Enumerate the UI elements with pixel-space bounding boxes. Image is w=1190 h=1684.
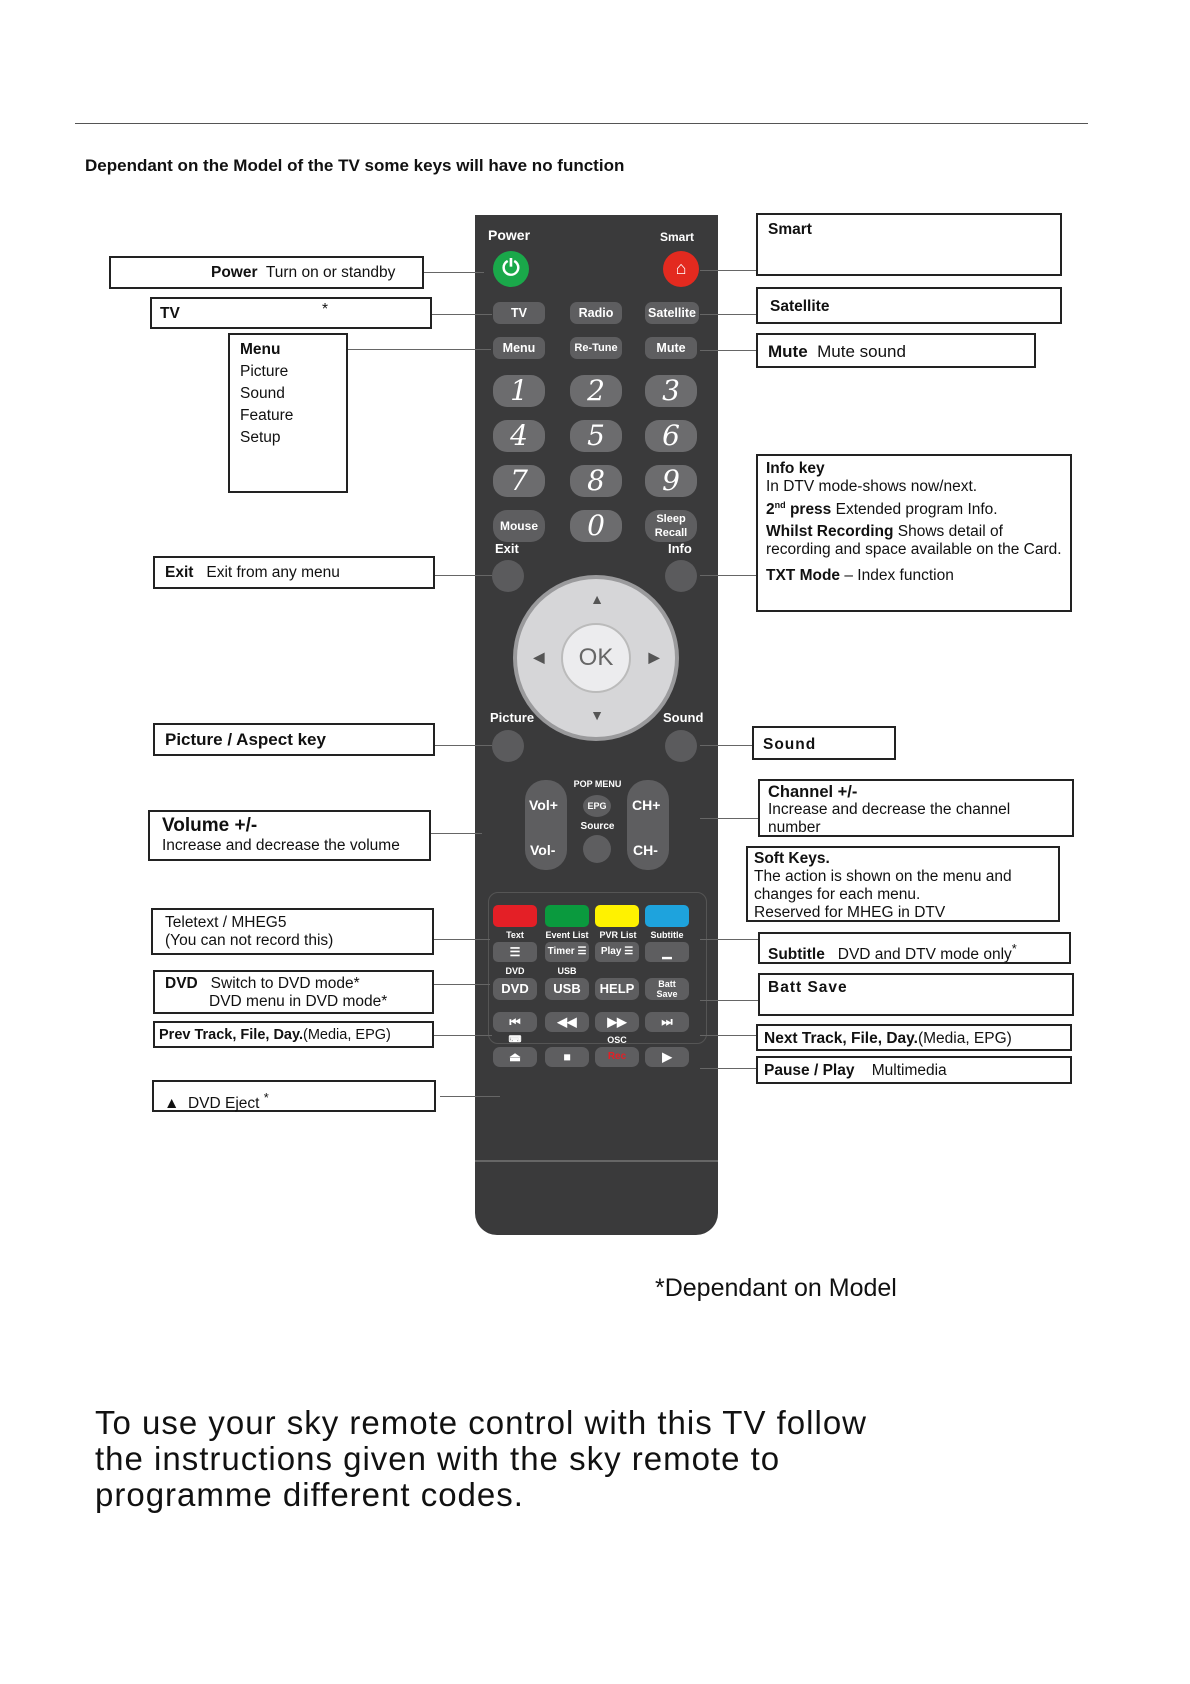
info-line1: In DTV mode-shows now/next. <box>766 478 978 495</box>
subtitle-desc: DVD and DTV mode only <box>837 946 1012 964</box>
leader-line <box>348 349 491 350</box>
exit-button[interactable] <box>492 560 524 592</box>
info-label-box <box>756 454 1072 612</box>
exit-title: Exit <box>165 564 194 581</box>
mouse-button[interactable]: Mouse <box>493 510 545 542</box>
power-title: Power <box>211 264 258 281</box>
dvd-line2: DVD menu in DVD mode* <box>209 993 388 1010</box>
next-desc: (Media, EPG) <box>917 1030 1012 1047</box>
soft-line2: Reserved for MHEG in DTV <box>754 904 946 921</box>
next-title: Next Track, File, Day. <box>764 1030 918 1047</box>
channel-desc: Increase and decrease the channel number <box>768 801 1011 836</box>
power-desc: Turn on or standby <box>265 264 396 281</box>
text-lines-icon: ☰ <box>509 945 521 959</box>
event-list-label: Event List <box>545 930 589 940</box>
leader-line <box>434 575 492 576</box>
home-icon: ⌂ <box>675 258 687 278</box>
pause-play-button[interactable] <box>645 1047 689 1067</box>
info-press: press <box>789 501 832 519</box>
num-7-button[interactable]: 7 <box>493 465 545 497</box>
leader-line <box>700 939 758 940</box>
subtitle-label: Subtitle <box>650 930 684 940</box>
remote-control <box>475 215 718 1235</box>
menu-label-box <box>228 333 348 493</box>
info-line3: Shows detail of recording and space available on the Card. <box>766 523 1062 559</box>
menu-item-feature: Feature <box>240 407 294 424</box>
subtitle-star: * <box>1011 941 1017 956</box>
leader-line <box>432 984 490 985</box>
mute-label-box <box>756 333 1036 368</box>
sound-label: Sound <box>663 710 704 725</box>
leader-line <box>430 833 482 834</box>
text-label: Text <box>506 930 524 940</box>
pause-desc: Multimedia <box>871 1062 947 1079</box>
tv-label-box <box>150 297 432 329</box>
tv-star: * <box>322 301 329 318</box>
sound-title: Sound <box>763 736 817 753</box>
power-label: Power <box>488 227 531 243</box>
num-8-button[interactable]: 8 <box>570 465 622 497</box>
num-5-button[interactable]: 5 <box>570 420 622 452</box>
usb-button[interactable]: USB <box>545 978 589 1000</box>
satellite-label-box <box>756 287 1062 324</box>
top-rule <box>75 123 1088 124</box>
leader-line <box>432 314 492 315</box>
batt-save-label-box <box>758 973 1074 1016</box>
smart-title: Smart <box>768 221 812 238</box>
yellow-button[interactable] <box>595 905 639 927</box>
help-button[interactable]: HELP <box>595 978 639 1000</box>
eject-label-box <box>152 1080 436 1112</box>
leader-line <box>434 1035 492 1036</box>
picture-button[interactable] <box>492 730 524 762</box>
leader-line <box>440 1096 500 1097</box>
menu-title: Menu <box>240 341 281 358</box>
smart-button[interactable] <box>663 251 699 287</box>
num-4-button[interactable]: 4 <box>493 420 545 452</box>
remote-divider <box>475 1160 718 1162</box>
exit-desc: Exit from any menu <box>206 564 340 581</box>
pop-menu-label: POP MENU <box>573 779 622 789</box>
teletext-label-box <box>151 908 434 955</box>
leader-line <box>700 270 758 271</box>
subtitle-label-box <box>758 932 1071 964</box>
leader-line <box>700 1000 758 1001</box>
leader-line <box>700 745 758 746</box>
menu-button[interactable]: Menu <box>493 337 545 359</box>
info-whilst: Whilst Recording <box>766 523 894 541</box>
vol-up-button[interactable]: Vol+ <box>529 797 558 813</box>
page-header: Dependant on the Model of the TV some keys will have no function <box>85 156 625 175</box>
list-icon: ☰ <box>624 946 634 957</box>
list-icon: ☰ <box>577 946 587 957</box>
tv-title: TV <box>160 305 180 322</box>
mute-title: Mute <box>768 342 808 361</box>
usb-small-label: USB <box>557 966 577 976</box>
eject-desc: DVD Eject <box>187 1095 260 1113</box>
recall-label: Recall <box>654 527 688 539</box>
num-0-button[interactable]: 0 <box>570 510 622 542</box>
mute-desc: Mute sound <box>817 342 906 361</box>
eject-icon: ▲ <box>164 1095 180 1113</box>
prev-track-button[interactable] <box>493 1012 537 1032</box>
ch-down-button[interactable]: CH- <box>633 842 658 858</box>
up-arrow-icon[interactable]: ▲ <box>590 591 604 607</box>
leader-line <box>700 350 758 351</box>
num-3-button[interactable]: 3 <box>645 375 697 407</box>
picture-label: Picture <box>490 710 535 725</box>
timer-button[interactable] <box>545 942 589 962</box>
underline-icon: ▁ <box>662 945 672 959</box>
green-button[interactable] <box>545 905 589 927</box>
satellite-title: Satellite <box>770 298 830 315</box>
eject-icon: ⏏ <box>509 1050 521 1064</box>
channel-title: Channel +/- <box>768 783 858 801</box>
fast-forward-icon: ▶▶ <box>607 1015 627 1029</box>
soft-keys-label-box <box>746 846 1060 922</box>
info-line4: – Index function <box>844 567 954 585</box>
prev-desc: (Media, EPG) <box>303 1027 391 1043</box>
soft-title: Soft Keys. <box>754 850 830 867</box>
prev-track-label-box <box>153 1021 434 1048</box>
next-track-button[interactable] <box>645 1012 689 1032</box>
dvd-line1: Switch to DVD mode* <box>210 975 360 992</box>
leader-line <box>700 1035 758 1036</box>
eject-button[interactable] <box>493 1047 537 1067</box>
num-2-button[interactable]: 2 <box>570 375 622 407</box>
rewind-icon: ◀◀ <box>557 1015 577 1029</box>
leader-line <box>700 818 760 819</box>
ch-up-button[interactable]: CH+ <box>632 797 661 813</box>
timer-label: Timer <box>547 946 575 957</box>
volume-label-box <box>148 810 431 861</box>
volume-desc: Increase and decrease the volume <box>162 837 400 854</box>
num-9-button[interactable]: 9 <box>645 465 697 497</box>
power-button[interactable] <box>493 251 529 287</box>
batt-save-button[interactable] <box>645 978 689 1000</box>
power-label-box <box>109 256 424 289</box>
info-2: 2 <box>766 501 775 519</box>
play-label: Play <box>600 946 622 957</box>
picture-label-box <box>153 723 435 756</box>
dvd-title: DVD <box>165 975 198 992</box>
leader-line <box>434 745 492 746</box>
info-txt: TXT Mode <box>766 567 841 585</box>
rec-button[interactable]: Rec <box>595 1047 639 1067</box>
source-button[interactable] <box>583 835 611 863</box>
info-title: Info key <box>766 460 825 477</box>
dvd-button[interactable]: DVD <box>493 978 537 1000</box>
pvr-list-label: PVR List <box>599 930 637 940</box>
stop-icon: ■ <box>563 1050 571 1064</box>
leader-line <box>424 272 484 273</box>
leader-line <box>700 1068 758 1069</box>
play-list-button[interactable] <box>595 942 639 962</box>
picture-title: Picture / Aspect key <box>165 730 326 749</box>
sky-remote-instructions: To use your sky remote control with this TV follow the instructions given with the sky remote to programme different codes. <box>95 1404 868 1513</box>
leader-line <box>700 575 760 576</box>
exit-label-box <box>153 556 435 589</box>
info-nd: nd <box>774 500 786 510</box>
num-1-button[interactable]: 1 <box>493 375 545 407</box>
keyboard-icon: ⌨ <box>508 1034 522 1044</box>
exit-label: Exit <box>495 541 519 556</box>
next-track-label-box <box>756 1024 1072 1051</box>
info-label: Info <box>668 541 692 556</box>
red-button[interactable] <box>493 905 537 927</box>
footnote: *Dependant on Model <box>655 1274 897 1302</box>
tv-button[interactable]: TV <box>493 302 545 324</box>
dvd-label-box <box>153 970 434 1014</box>
teletext-line2: (You can not record this) <box>165 932 334 949</box>
dvd-small-label: DVD <box>505 966 525 976</box>
ok-button[interactable]: OK <box>561 623 631 693</box>
menu-item-picture: Picture <box>240 363 289 380</box>
retune-button[interactable]: Re-Tune <box>570 337 622 359</box>
blue-button[interactable] <box>645 905 689 927</box>
sound-label-box <box>752 726 896 760</box>
radio-button[interactable]: Radio <box>570 302 622 324</box>
menu-item-setup: Setup <box>240 429 281 446</box>
info-button[interactable] <box>665 560 697 592</box>
sleep-label: Sleep <box>656 513 686 525</box>
play-pause-icon: ▶ <box>662 1050 672 1064</box>
left-arrow-icon[interactable]: ◀ <box>533 649 545 665</box>
stop-button[interactable] <box>545 1047 589 1067</box>
down-arrow-icon[interactable]: ▼ <box>590 707 604 723</box>
channel-label-box <box>758 779 1074 837</box>
smart-label: Smart <box>660 230 695 244</box>
info-line2: Extended program Info. <box>835 501 998 519</box>
right-arrow-icon[interactable]: ▶ <box>648 649 660 665</box>
osc-label: OSC <box>607 1035 627 1045</box>
batt-label: Batt <box>658 979 676 989</box>
rewind-button[interactable] <box>545 1012 589 1032</box>
pause-play-label-box <box>756 1056 1072 1084</box>
subtitle-button[interactable] <box>645 942 689 962</box>
fast-forward-button[interactable] <box>595 1012 639 1032</box>
num-6-button[interactable]: 6 <box>645 420 697 452</box>
sleep-recall-button[interactable] <box>645 510 697 542</box>
soft-line1: The action is shown on the menu and changes for each menu. <box>754 868 1012 903</box>
vol-down-button[interactable]: Vol- <box>530 842 556 858</box>
save-label: Save <box>656 989 678 999</box>
eject-star: * <box>263 1090 269 1105</box>
teletext-line1: Teletext / MHEG5 <box>165 914 287 931</box>
skip-back-icon: ⏮ <box>509 1015 521 1029</box>
menu-item-sound: Sound <box>240 385 285 402</box>
satellite-button[interactable]: Satellite <box>645 302 699 324</box>
subtitle-title: Subtitle <box>768 946 825 964</box>
epg-button[interactable]: EPG <box>583 795 611 817</box>
batt-title: Batt Save <box>768 979 848 996</box>
sound-button[interactable] <box>665 730 697 762</box>
skip-forward-icon: ⏭ <box>661 1015 673 1029</box>
leader-line <box>434 939 490 940</box>
pause-title: Pause / Play <box>764 1062 855 1079</box>
smart-label-box <box>756 213 1062 276</box>
text-button[interactable] <box>493 942 537 962</box>
leader-line <box>700 314 758 315</box>
volume-title: Volume +/- <box>162 815 258 836</box>
mute-button[interactable]: Mute <box>645 337 697 359</box>
power-icon: ⏻ <box>502 255 520 280</box>
prev-title: Prev Track, File, Day. <box>159 1027 304 1043</box>
source-label: Source <box>580 821 615 832</box>
